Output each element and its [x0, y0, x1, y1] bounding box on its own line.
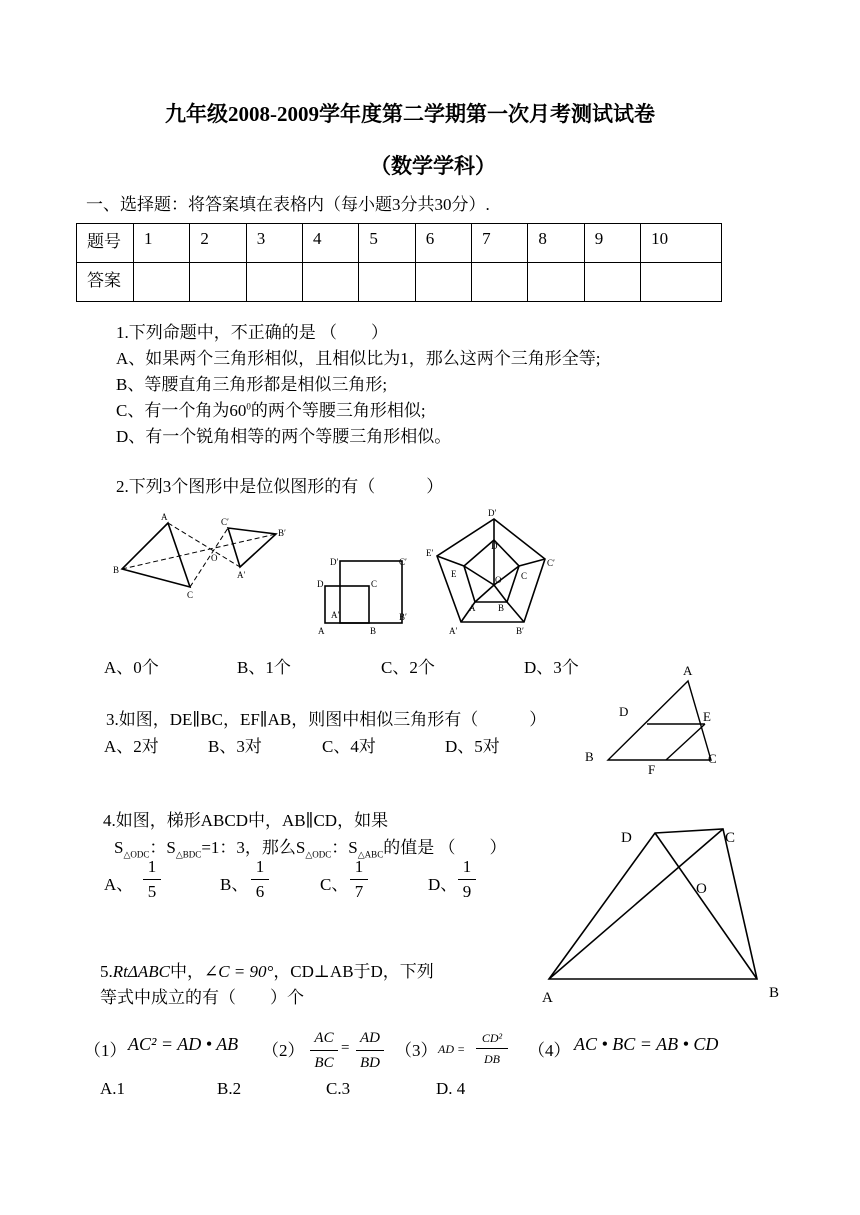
- fig2-label: B: [370, 626, 377, 636]
- fig-q4-label: D: [621, 830, 632, 846]
- q1-option-c-post: 的两个等腰三角形相似;: [250, 401, 426, 420]
- q5-math-triangle: RtΔABC: [112, 962, 170, 981]
- q1-option-d: D、有一个锐角相等的两个等腰三角形相似。: [116, 427, 452, 446]
- answer-cell[interactable]: [246, 263, 302, 302]
- fig1-label: A: [161, 512, 168, 522]
- table-cell: 3: [246, 224, 302, 263]
- exam-title: 九年级2008-2009学年度第二学期第一次月考测试试卷: [165, 102, 655, 126]
- q1-option-b: B、等腰直角三角形都是相似三角形;: [116, 375, 388, 394]
- fraction-numerator: 1: [147, 857, 157, 876]
- q4-s: S: [114, 838, 124, 857]
- table-cell: 10: [641, 224, 722, 263]
- fig2-label: D: [317, 579, 324, 589]
- table-cell: 1: [134, 224, 190, 263]
- q4-option-b-label: B、: [220, 875, 249, 894]
- q4-option-d-fraction: [458, 857, 476, 902]
- section-heading: 一、选择题：将答案填在表格内（每小题3分共30分）.: [86, 195, 490, 214]
- fraction-numerator: CD²: [481, 1031, 503, 1045]
- q3-option-a: A、2对: [104, 737, 159, 756]
- q4-sub: △ODC: [305, 849, 332, 860]
- q5-eq3-lhs: AD =: [438, 1042, 466, 1056]
- q5-eq3-frac: [476, 1030, 508, 1067]
- q2-option-d: D、3个: [524, 658, 579, 677]
- table-cell: 4: [303, 224, 359, 263]
- fraction-denominator: 9: [462, 882, 472, 901]
- exam-subtitle: （数学学科）: [370, 154, 496, 178]
- q2-stem: 2.下列3个图形中是位似图形的有（ ）: [116, 477, 444, 496]
- q2-figures: [0, 500, 860, 650]
- equals-sign: =: [341, 1040, 350, 1056]
- table-cell: 7: [472, 224, 528, 263]
- answer-cell[interactable]: [134, 263, 190, 302]
- q4-text: =1：3，那么S: [201, 838, 306, 857]
- q4-sub: △ABC: [357, 849, 384, 860]
- fig2-label: A′: [331, 610, 340, 620]
- q5-text: 中，: [169, 962, 204, 981]
- q5-eq4-label: （4）: [528, 1041, 571, 1060]
- q3-option-c: C、4对: [322, 737, 376, 756]
- q5-eq3-label: （3）: [395, 1041, 438, 1060]
- q4-text: 的值是 （ ）: [383, 838, 507, 857]
- table-header-question-number: 题号: [77, 224, 134, 263]
- q3-option-d: D、5对: [445, 737, 500, 756]
- table-row: [77, 263, 722, 302]
- q5-option-c: C.3: [326, 1079, 351, 1098]
- fraction-denominator: BD: [360, 1055, 380, 1071]
- answer-table: [76, 223, 722, 302]
- fig2-label: C′: [399, 557, 407, 567]
- table-cell: 9: [584, 224, 640, 263]
- fig2-label: D′: [330, 557, 339, 567]
- q5-eq2-frac-left: [310, 1028, 338, 1073]
- q4-option-d-label: D、: [428, 875, 458, 894]
- answer-cell[interactable]: [415, 263, 471, 302]
- q4-condition: [114, 833, 506, 860]
- q2-option-a: A、0个: [104, 658, 159, 677]
- table-cell: 8: [528, 224, 584, 263]
- q5-eq1: AC² = AD • AB: [128, 1034, 239, 1054]
- q1-option-c-pre: C、有一个角为60: [116, 401, 247, 420]
- q4-option-a-label: A、: [104, 875, 134, 894]
- q5-stem: [100, 957, 434, 982]
- fraction-numerator: AD: [360, 1030, 380, 1046]
- fraction-numerator: 1: [255, 857, 265, 876]
- fig-q4-label: B: [769, 985, 780, 1001]
- fig-q4-label: C: [725, 830, 736, 846]
- fig-q3-label: D: [619, 704, 629, 719]
- q4-sub: △ODC: [123, 849, 150, 860]
- fig-q3-label: A: [683, 663, 693, 678]
- q5-text: ，CD⊥AB于D，下列: [273, 962, 434, 981]
- q4-stem: 4.如图，梯形ABCD中，AB∥CD，如果: [103, 811, 389, 830]
- q5-eq2-label: （2）: [262, 1041, 305, 1060]
- q2-figure-1: [122, 523, 276, 587]
- q5-option-b: B.2: [217, 1079, 242, 1098]
- fig-q3-label: B: [585, 749, 594, 764]
- answer-cell[interactable]: [303, 263, 359, 302]
- answer-cell[interactable]: [528, 263, 584, 302]
- fig3-label: A: [469, 603, 476, 613]
- fig3-label: C: [521, 571, 528, 581]
- fraction-denominator: DB: [484, 1052, 500, 1066]
- fig3-label: D: [491, 541, 498, 551]
- q5-number: 5.: [100, 962, 113, 981]
- q5-option-d: D. 4: [436, 1079, 466, 1098]
- q4-sub: △BDC: [175, 849, 202, 860]
- q5-math-angle: ∠C = 90°: [203, 962, 274, 981]
- q5-option-a: A.1: [100, 1079, 126, 1098]
- q3-figure: [580, 660, 740, 780]
- q4-option-c-label: C、: [320, 875, 349, 894]
- fig3-label: O: [495, 575, 502, 585]
- q1-stem: 1.下列命题中，不正确的是 （ ）: [116, 323, 388, 342]
- q3-stem: 3.如图，DE∥BC，EF∥AB，则图中相似三角形有（ ）: [106, 710, 547, 729]
- fig3-label: E: [451, 569, 457, 579]
- q4-text: ：S: [331, 838, 358, 857]
- q5-eq4: AC • BC = AB • CD: [574, 1034, 719, 1054]
- q4-figure: [530, 815, 790, 1015]
- fig-q3-label: C: [708, 751, 717, 766]
- q4-option-c-fraction: [350, 857, 368, 902]
- fig3-label: A′: [449, 626, 458, 636]
- fig-q4-label: A: [542, 990, 553, 1006]
- fraction-denominator: BC: [314, 1055, 334, 1071]
- q1-option-c-sup: 0: [246, 401, 251, 412]
- answer-cell[interactable]: [190, 263, 246, 302]
- fig1-label: A′: [237, 570, 246, 580]
- fig3-label: D′: [488, 508, 497, 518]
- q5-eq2-frac-right: [356, 1028, 384, 1073]
- fraction-denominator: 7: [354, 882, 364, 901]
- fraction-numerator: 1: [462, 857, 472, 876]
- q4-text: ：S: [149, 838, 176, 857]
- q3-option-b: B、3对: [208, 737, 262, 756]
- fig1-label: O: [211, 553, 218, 563]
- answer-cell[interactable]: [641, 263, 722, 302]
- answer-cell[interactable]: [359, 263, 415, 302]
- q4-option-a-fraction: [143, 857, 161, 902]
- answer-cell[interactable]: [472, 263, 528, 302]
- q2-option-c: C、2个: [381, 658, 435, 677]
- q4-option-b-fraction: [251, 857, 269, 902]
- q2-option-b: B、1个: [237, 658, 291, 677]
- fig2-label: A: [318, 626, 325, 636]
- fig1-label: C′: [221, 517, 229, 527]
- fraction-numerator: AC: [314, 1030, 334, 1046]
- table-row: [77, 224, 722, 263]
- fig1-label: B: [113, 565, 120, 575]
- table-header-answer: 答案: [77, 263, 134, 302]
- table-cell: 6: [415, 224, 471, 263]
- answer-cell[interactable]: [584, 263, 640, 302]
- fig2-label: C: [371, 579, 378, 589]
- q5-eq1-label: （1）: [84, 1041, 127, 1060]
- fig1-label: B′: [278, 528, 286, 538]
- fraction-numerator: 1: [354, 857, 364, 876]
- q1-option-a: A、如果两个三角形相似，且相似比为1，那么这两个三角形全等;: [116, 349, 601, 368]
- table-cell: 2: [190, 224, 246, 263]
- fig3-label: B: [498, 603, 505, 613]
- fraction-denominator: 6: [255, 882, 265, 901]
- fig1-label: C: [187, 590, 194, 600]
- fig3-label: E′: [426, 548, 434, 558]
- fraction-denominator: 5: [147, 882, 157, 901]
- fig-q3-label: E: [703, 709, 711, 724]
- fig2-label: B′: [399, 612, 407, 622]
- fig-q4-label: O: [696, 881, 707, 897]
- table-cell: 5: [359, 224, 415, 263]
- fig3-label: B′: [516, 626, 524, 636]
- fig-q3-label: F: [648, 762, 656, 777]
- fig3-label: C′: [547, 558, 555, 568]
- q5-stem-line2: 等式中成立的有（ ）个: [100, 988, 304, 1007]
- q1-option-c: [116, 396, 426, 421]
